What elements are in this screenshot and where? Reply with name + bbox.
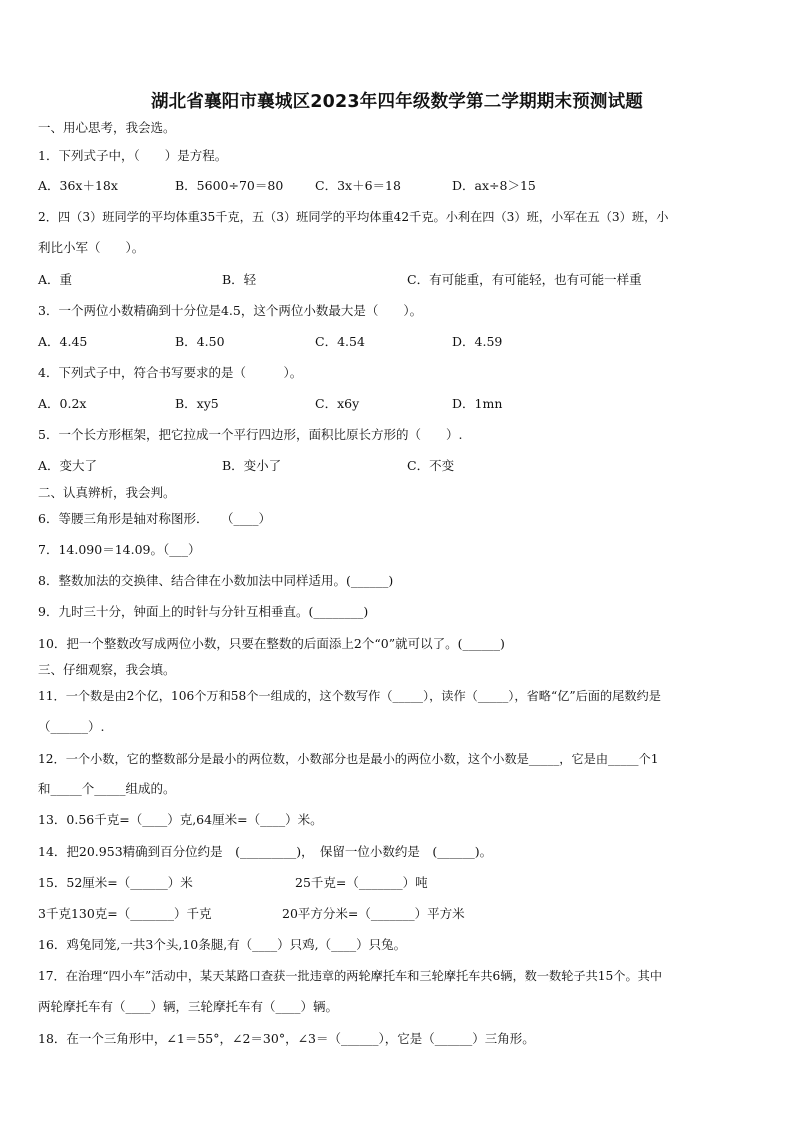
question-16: 16．鸡兔同笼,一共3个头,10条腿,有（____）只鸡,（____）只兔。 [38,937,407,952]
question-10: 10．把一个整数改写成两位小数，只要在整数的后面添上2个“0”就可以了。(______) [38,636,505,651]
q4-option-b: B．xy5 [175,396,219,411]
question-17-line1: 17．在治理“四小车”活动中，某天某路口查获一批违章的两轮摩托车和三轮摩托车共6辆，数一数轮子共15个。其中 [38,969,663,983]
q4-option-c: C．x6y [315,396,360,411]
question-6: 6．等腰三角形是轴对称图形． （____） [38,511,271,526]
page-title: 湖北省襄阳市襄城区2023年四年级数学第二学期期末预测试题 [150,92,643,112]
q2-option-a: A．重 [38,272,73,287]
q5-option-a: A．变大了 [38,458,98,473]
question-7: 7．14.090＝14.09。（___） [38,542,201,557]
question-12-line1: 12．一个小数，它的整数部分是最小的两位数，小数部分也是最小的两位小数，这个小数是_____，它是由_____个1 [38,752,659,766]
section-heading-2: 二、认真辨析，我会判。 [38,485,176,500]
question-2-stem-line2: 利比小军（ ）。 [38,240,145,255]
question-18: 18．在一个三角形中，∠1＝55°，∠2＝30°，∠3＝（______），它是（______）三角形。 [38,1031,535,1046]
q4-option-d: D．1mn [452,396,503,411]
q1-option-c: C．3x＋6＝18 [315,178,401,193]
q4-option-a: A．0.2x [38,396,87,411]
question-15-part-a: 15．52厘米=（______）米 [38,875,193,890]
question-5-stem: 5．一个长方形框架，把它拉成一个平行四边形，面积比原长方形的（ ）. [38,427,463,442]
q3-option-d: D．4.59 [452,334,503,349]
question-9: 9．九时三十分，钟面上的时针与分针互相垂直。(________) [38,604,369,619]
q5-option-b: B．变小了 [222,458,282,473]
q2-option-c: C．有可能重，有可能轻，也有可能一样重 [407,272,642,287]
q1-option-a: A．36x＋18x [38,178,118,193]
question-15-part-d: 20平方分米=（_______）平方米 [282,906,465,921]
question-14: 14．把20.953精确到百分位约是 (_________)， 保留一位小数约是 (______)。 [38,844,493,859]
q3-option-a: A．4.45 [38,334,88,349]
q3-option-b: B．4.50 [175,334,225,349]
question-3-stem: 3．一个两位小数精确到十分位是4.5，这个两位小数最大是（ ）。 [38,303,423,318]
q1-option-b: B．5600÷70＝80 [175,178,284,193]
question-15-part-c: 3千克130克=（_______）千克 [38,906,212,921]
q3-option-c: C．4.54 [315,334,365,349]
question-8: 8．整数加法的交换律、结合律在小数加法中同样适用。(______) [38,573,394,588]
question-1-stem: 1．下列式子中，（ ）是方程。 [38,148,228,163]
question-13: 13．0.56千克=（____）克,64厘米=（____）米。 [38,812,323,827]
q5-option-c: C．不变 [407,458,455,473]
section-heading-1: 一、用心思考，我会选。 [38,120,176,135]
question-12-line2: 和_____个_____组成的。 [38,781,176,796]
q2-option-b: B．轻 [222,272,257,287]
question-4-stem: 4．下列式子中，符合书写要求的是（ ）。 [38,365,303,380]
question-11-line1: 11．一个数是由2个亿，106个万和58个一组成的，这个数写作（_____），读作（_____），省略“亿”后面的尾数约是 [38,689,661,703]
question-17-line2: 两轮摩托车有（____）辆，三轮摩托车有（____）辆。 [38,999,339,1014]
question-2-stem-line1: 2．四（3）班同学的平均体重35千克，五（3）班同学的平均体重42千克。小利在四（3）班，小军在五（3）班，小 [38,210,669,224]
q1-option-d: D．ax÷8＞15 [452,178,536,193]
question-15-part-b: 25千克=（_______）吨 [295,875,428,890]
question-11-line2: （______）. [38,719,105,734]
section-heading-3: 三、仔细观察，我会填。 [38,662,176,677]
